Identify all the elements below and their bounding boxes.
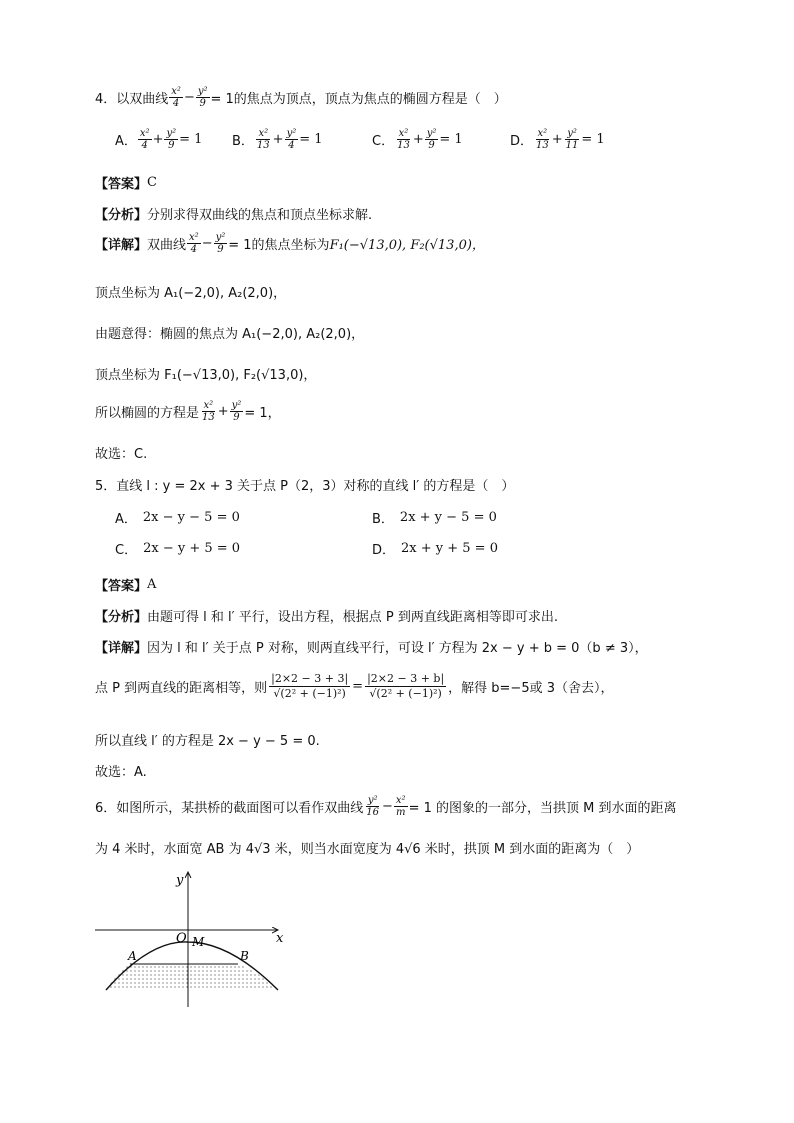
q4-detail-5: 所以椭圆的方程是 $\frac{\text{x²}}{13}$ + $\frac{\text{y²}}{9}$ = 1， [95, 400, 281, 423]
q5-answer: 【答案】 A [95, 577, 157, 594]
origin-label: O [176, 931, 187, 946]
q4-stem: 4．以双曲线 $\frac{\text{x²}}{4}$ − $\frac{\text{y²}}{9}$ = 1的焦点为顶点，顶点为焦点的椭圆方程是（ ） [95, 86, 507, 109]
q4-hyp-frac-2: $\frac{\text{y²}}{9}$ [197, 86, 208, 109]
q4-option-c[interactable]: C． $\frac{\text{x²}}{13}$ + $\frac{\text{y²}}{9}$ = 1 [372, 128, 463, 151]
a-label: A [128, 949, 137, 963]
b-label: B [240, 949, 249, 963]
q4-detail-2: 顶点坐标为 A₁(−2,0), A₂(2,0)， [95, 286, 287, 301]
q4-conclusion: 故选：C. [95, 447, 148, 462]
q4-option-d[interactable]: D． $\frac{\text{x²}}{13}$ + $\frac{\text{y²}}{11}$ = 1 [510, 128, 605, 151]
q4-detail-3: 由题意得：椭圆的焦点为 A₁(−2,0), A₂(2,0)， [95, 327, 365, 342]
q5-detail-3: 所以直线 l′ 的方程是 2x − y − 5 = 0. [95, 734, 320, 749]
q6-stem-2: 为 4 米时，水面宽 AB 为 4√3 米，则当水面宽度为 4√6 米时，拱顶 M 到水面的距离为（ ） [95, 842, 640, 857]
q4-hyp-frac-1: $\frac{\text{x²}}{4}$ [171, 86, 181, 109]
q4-option-a[interactable]: A． $\frac{\text{x²}}{4}$ + $\frac{\text{y²}}{9}$ = 1 [115, 128, 203, 151]
q5-option-d[interactable]: D． 2x + y + 5 = 0 [372, 541, 498, 558]
q5-analysis: 【分析】 由题可得 l 和 l′ 平行，设出方程，根据点 P 到两直线距离相等即可求出. [95, 610, 558, 625]
q6-stem-1: 6．如图所示，某拱桥的截面图可以看作双曲线 $\frac{\text{y²}}{16}$ − $\frac{\text{x²}}{m}$ = 1 的图象的一部分，当拱顶 M 到水面的距离 [95, 795, 677, 818]
arch-bridge-figure [90, 862, 300, 1012]
m-label: M [192, 935, 205, 949]
x-axis-label: x [276, 931, 284, 946]
q4-answer: 【答案】 C [95, 175, 157, 192]
q5-option-a[interactable]: A． 2x − y − 5 = 0 [115, 510, 240, 527]
q5-option-b[interactable]: B． 2x + y − 5 = 0 [372, 510, 497, 527]
q5-stem: 5．直线 l : y = 2x + 3 关于点 P（2，3）对称的直线 l′ 的方程是（ ） [95, 479, 515, 494]
q5-detail-1: 【详解】 因为 l 和 l′ 关于点 P 对称，则两直线平行，可设 l′ 方程为 2x − y + b = 0（b ≠ 3）， [95, 641, 648, 656]
q5-option-c[interactable]: C． 2x − y + 5 = 0 [115, 541, 241, 558]
q4-analysis: 【分析】 分别求得双曲线的焦点和顶点坐标求解. [95, 208, 373, 223]
q5-detail-2: 点 P 到两直线的距离相等，则 $\frac{|2\times 2 - 3 + 3|}{\text{√(2² + (−1)²)}}$ = $\frac{|2\times 2 - 3 + b|}{\text{√(2² + (−1)²)}}$ ，解得 b=−5或 3（舍去）， [95, 672, 614, 700]
q4-option-b[interactable]: B． $\frac{\text{x²}}{13}$ + $\frac{\text{y²}}{4}$ = 1 [232, 128, 323, 151]
y-axis-label: y [176, 873, 184, 888]
q5-conclusion: 故选：A. [95, 765, 147, 780]
q4-detail-1: 【详解】 双曲线 $\frac{\text{x²}}{4}$ − $\frac{\text{y²}}{9}$ = 1的焦点坐标为 F₁(−√13,0), F₂(√13,0)， [95, 232, 485, 255]
q4-detail-4: 顶点坐标为 F₁(−√13,0), F₂(√13,0)， [95, 368, 317, 383]
